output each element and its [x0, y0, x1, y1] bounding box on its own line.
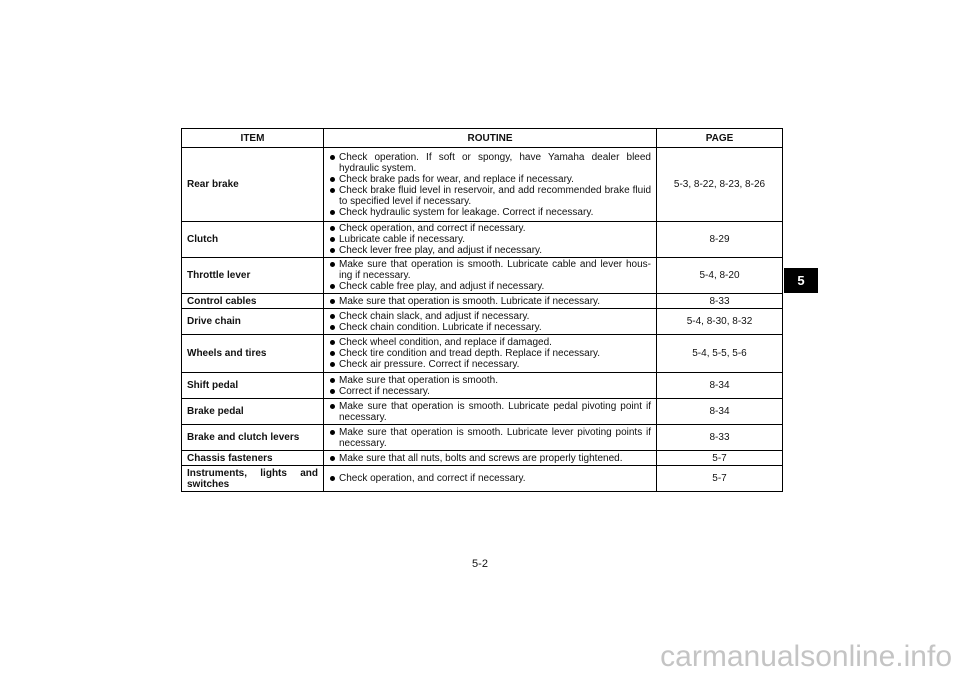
routine-text: Make sure that operation is smooth. Lubricate if necessary.	[339, 295, 601, 307]
list-item	[330, 259, 651, 281]
routine-cell	[324, 222, 657, 258]
routine-cell	[324, 373, 657, 399]
routine-list	[330, 473, 651, 484]
table-row	[182, 451, 783, 466]
page-ref-cell: 8-34	[657, 373, 783, 399]
item-cell: Drive chain	[182, 309, 324, 335]
bullet-icon	[330, 456, 335, 461]
table-row	[182, 148, 783, 222]
page-ref-cell: 5-3, 8-22, 8-23, 8-26	[657, 148, 783, 222]
header-page: PAGE	[657, 129, 783, 148]
routine-list	[330, 375, 651, 397]
item-cell: Wheels and tires	[182, 335, 324, 373]
item-cell: Clutch	[182, 222, 324, 258]
routine-text: Check operation, and correct if necessary.	[339, 223, 526, 234]
bullet-icon	[330, 314, 335, 319]
list-item	[330, 427, 651, 449]
list-item	[330, 322, 651, 333]
maintenance-table	[181, 128, 783, 492]
table-row	[182, 399, 783, 425]
routine-text: Check operation. If soft or spongy, have Yamaha dealer bleed hydraulic system.	[339, 151, 651, 174]
table-row	[182, 335, 783, 373]
bullet-icon	[330, 389, 335, 394]
bullet-icon	[330, 476, 335, 481]
routine-list	[330, 427, 651, 449]
bullet-icon	[330, 340, 335, 345]
page-ref-cell: 8-29	[657, 222, 783, 258]
bullet-icon	[330, 362, 335, 367]
routine-cell	[324, 335, 657, 373]
page-ref-cell: 5-4, 8-30, 8-32	[657, 309, 783, 335]
table-row	[182, 258, 783, 294]
routine-cell	[324, 294, 657, 309]
list-item	[330, 453, 651, 464]
page-ref-cell: 5-7	[657, 466, 783, 492]
routine-cell	[324, 148, 657, 222]
list-item	[330, 296, 651, 307]
bullet-icon	[330, 299, 335, 304]
item-cell: Chassis fasteners	[182, 451, 324, 466]
item-cell: Rear brake	[182, 148, 324, 222]
routine-text: Check chain slack, and adjust if necessary.	[339, 310, 530, 322]
list-item	[330, 207, 651, 218]
bullet-icon	[330, 177, 335, 182]
bullet-icon	[330, 188, 335, 193]
page-ref-cell: 8-33	[657, 294, 783, 309]
routine-list	[330, 453, 651, 464]
item-cell: Brake pedal	[182, 399, 324, 425]
routine-text: Make sure that operation is smooth. Lubricate pedal pivoting point if necessary.	[339, 400, 651, 423]
table-row	[182, 294, 783, 309]
header-item: ITEM	[182, 129, 324, 148]
routine-cell	[324, 309, 657, 335]
page-ref-cell: 5-4, 5-5, 5-6	[657, 335, 783, 373]
page-ref-cell: 5-7	[657, 451, 783, 466]
list-item	[330, 223, 651, 234]
bullet-icon	[330, 430, 335, 435]
routine-text: Check operation, and correct if necessary.	[339, 473, 526, 484]
list-item	[330, 348, 651, 359]
routine-cell	[324, 451, 657, 466]
routine-text: Check lever free play, and adjust if necessary.	[339, 245, 543, 256]
item-cell: Instruments, lights and switches	[182, 466, 324, 492]
routine-cell	[324, 399, 657, 425]
routine-text: Check hydraulic system for leakage. Correct if necessary.	[339, 206, 594, 218]
chapter-tab: 5	[784, 268, 818, 293]
routine-text: Check brake pads for wear, and replace if necessary.	[339, 173, 574, 185]
list-item	[330, 152, 651, 174]
list-item	[330, 375, 651, 386]
routine-text: Lubricate cable if necessary.	[339, 234, 465, 245]
routine-text: Make sure that operation is smooth.	[339, 374, 498, 386]
list-item	[330, 185, 651, 207]
table-row	[182, 309, 783, 335]
routine-list	[330, 311, 651, 333]
list-item	[330, 386, 651, 397]
watermark: carmanualsonline.info	[660, 640, 952, 673]
bullet-icon	[330, 262, 335, 267]
page-ref-cell: 8-34	[657, 399, 783, 425]
routine-text: Correct if necessary.	[339, 385, 430, 397]
page-number: 5-2	[472, 558, 488, 570]
routine-list	[330, 337, 651, 370]
routine-list	[330, 296, 651, 307]
bullet-icon	[330, 284, 335, 289]
list-item	[330, 401, 651, 423]
routine-cell	[324, 425, 657, 451]
routine-text: Check tire condition and tread depth. Replace if necessary.	[339, 348, 601, 359]
list-item	[330, 473, 651, 484]
item-cell: Brake and clutch levers	[182, 425, 324, 451]
routine-list	[330, 259, 651, 292]
item-cell: Control cables	[182, 294, 324, 309]
list-item	[330, 337, 651, 348]
routine-list	[330, 152, 651, 218]
bullet-icon	[330, 248, 335, 253]
list-item	[330, 359, 651, 370]
item-cell: Shift pedal	[182, 373, 324, 399]
bullet-icon	[330, 237, 335, 242]
table-row	[182, 425, 783, 451]
routine-text: Make sure that operation is smooth. Lubricate lever pivoting points if necessary.	[339, 426, 651, 449]
routine-text: Make sure that operation is smooth. Lubricate cable and lever hous-ing if necessary.	[339, 259, 651, 281]
page-ref-cell: 5-4, 8-20	[657, 258, 783, 294]
table-row	[182, 222, 783, 258]
page-ref-cell: 8-33	[657, 425, 783, 451]
list-item	[330, 245, 651, 256]
routine-text: Check brake fluid level in reservoir, and add recommended brake fluid to specified level if necessary.	[339, 184, 651, 207]
routine-list	[330, 223, 651, 256]
bullet-icon	[330, 325, 335, 330]
list-item	[330, 234, 651, 245]
item-cell: Throttle lever	[182, 258, 324, 294]
routine-text: Check air pressure. Correct if necessary.	[339, 359, 520, 370]
list-item	[330, 311, 651, 322]
routine-cell	[324, 258, 657, 294]
bullet-icon	[330, 155, 335, 160]
routine-text: Check wheel condition, and replace if damaged.	[339, 337, 552, 348]
header-routine: ROUTINE	[324, 129, 657, 148]
routine-list	[330, 401, 651, 423]
list-item	[330, 174, 651, 185]
routine-text: Check cable free play, and adjust if necessary.	[339, 281, 545, 292]
table-body	[182, 148, 783, 492]
bullet-icon	[330, 226, 335, 231]
routine-cell	[324, 466, 657, 492]
bullet-icon	[330, 404, 335, 409]
table-row	[182, 373, 783, 399]
table-header-row	[182, 129, 783, 148]
list-item	[330, 281, 651, 292]
table-row	[182, 466, 783, 492]
bullet-icon	[330, 378, 335, 383]
bullet-icon	[330, 351, 335, 356]
routine-text: Check chain condition. Lubricate if necessary.	[339, 321, 542, 333]
bullet-icon	[330, 210, 335, 215]
routine-text: Make sure that all nuts, bolts and screws are properly tightened.	[339, 452, 623, 464]
